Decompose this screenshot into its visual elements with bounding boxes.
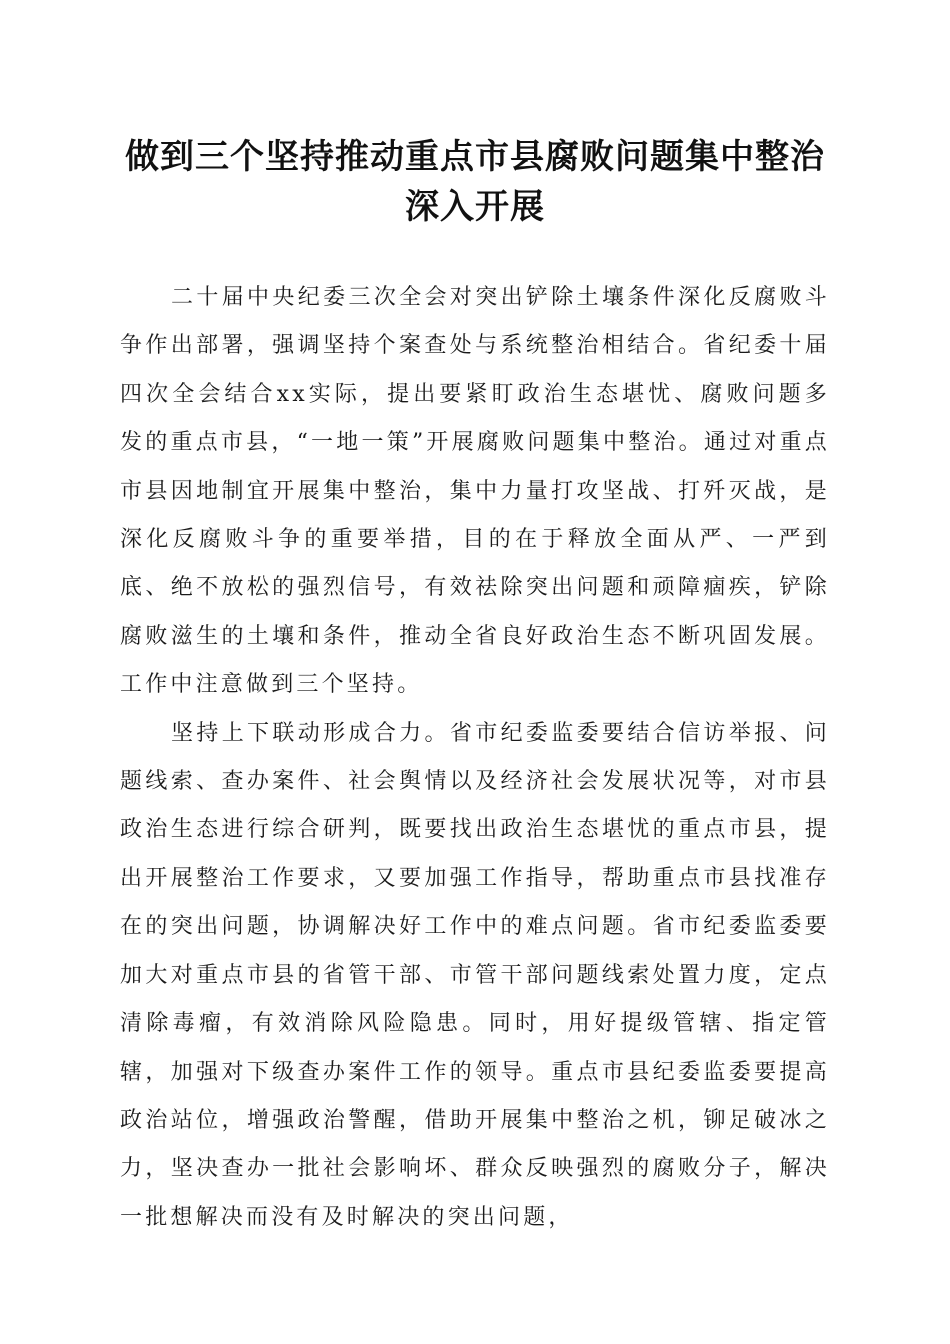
document-title — [110, 132, 840, 232]
document-body — [120, 274, 830, 1242]
document-title-line-1: 做到三个坚持推动重点市县腐败问题集中整治 — [125, 137, 825, 177]
paragraph-upper-lower-coordination: 坚持上下联动形成合力。省市纪委监委要结合信访举报、问题线索、查办案件、社会舆情以及经济社会发展状况等，对市县政治生态进行综合研判，既要找出政治生态堪忧的重点市县，提出开展整治工作要求，又要加强工作指导，帮助重点市县找准存在的突出问题，协调解决好工作中的难点问题。省市纪委监委要加大对重点市县的省管干部、市管干部问题线索处置力度，定点清除毒瘤，有效消除风险隐患。同时，用好提级管辖、指定管辖，加强对下级查办案件工作的领导。重点市县纪委监委要提高政治站位，增强政治警醒，借助开展集中整治之机，铆足破冰之力，坚决查办一批社会影响坏、群众反映强烈的腐败分子，解决一批想解决而没有及时解决的突出问题， — [120, 720, 830, 1230]
document-title-line-2: 深入开展 — [405, 187, 545, 227]
paragraph-intro: 二十届中央纪委三次全会对突出铲除土壤条件深化反腐败斗争作出部署，强调坚持个案查处与系统整治相结合。省纪委十届四次全会结合xx实际，提出要紧盯政治生态堪忧、腐败问题多发的重点市县，“一地一策”开展腐败问题集中整治。通过对重点市县因地制宜开展集中整治，集中力量打攻坚战、打歼灭战，是深化反腐败斗争的重要举措，目的在于释放全面从严、一严到底、绝不放松的强烈信号，有效祛除突出问题和顽障痼疾，铲除腐败滋生的土壤和条件，推动全省良好政治生态不断巩固发展。工作中注意做到三个坚持。 — [120, 285, 830, 698]
